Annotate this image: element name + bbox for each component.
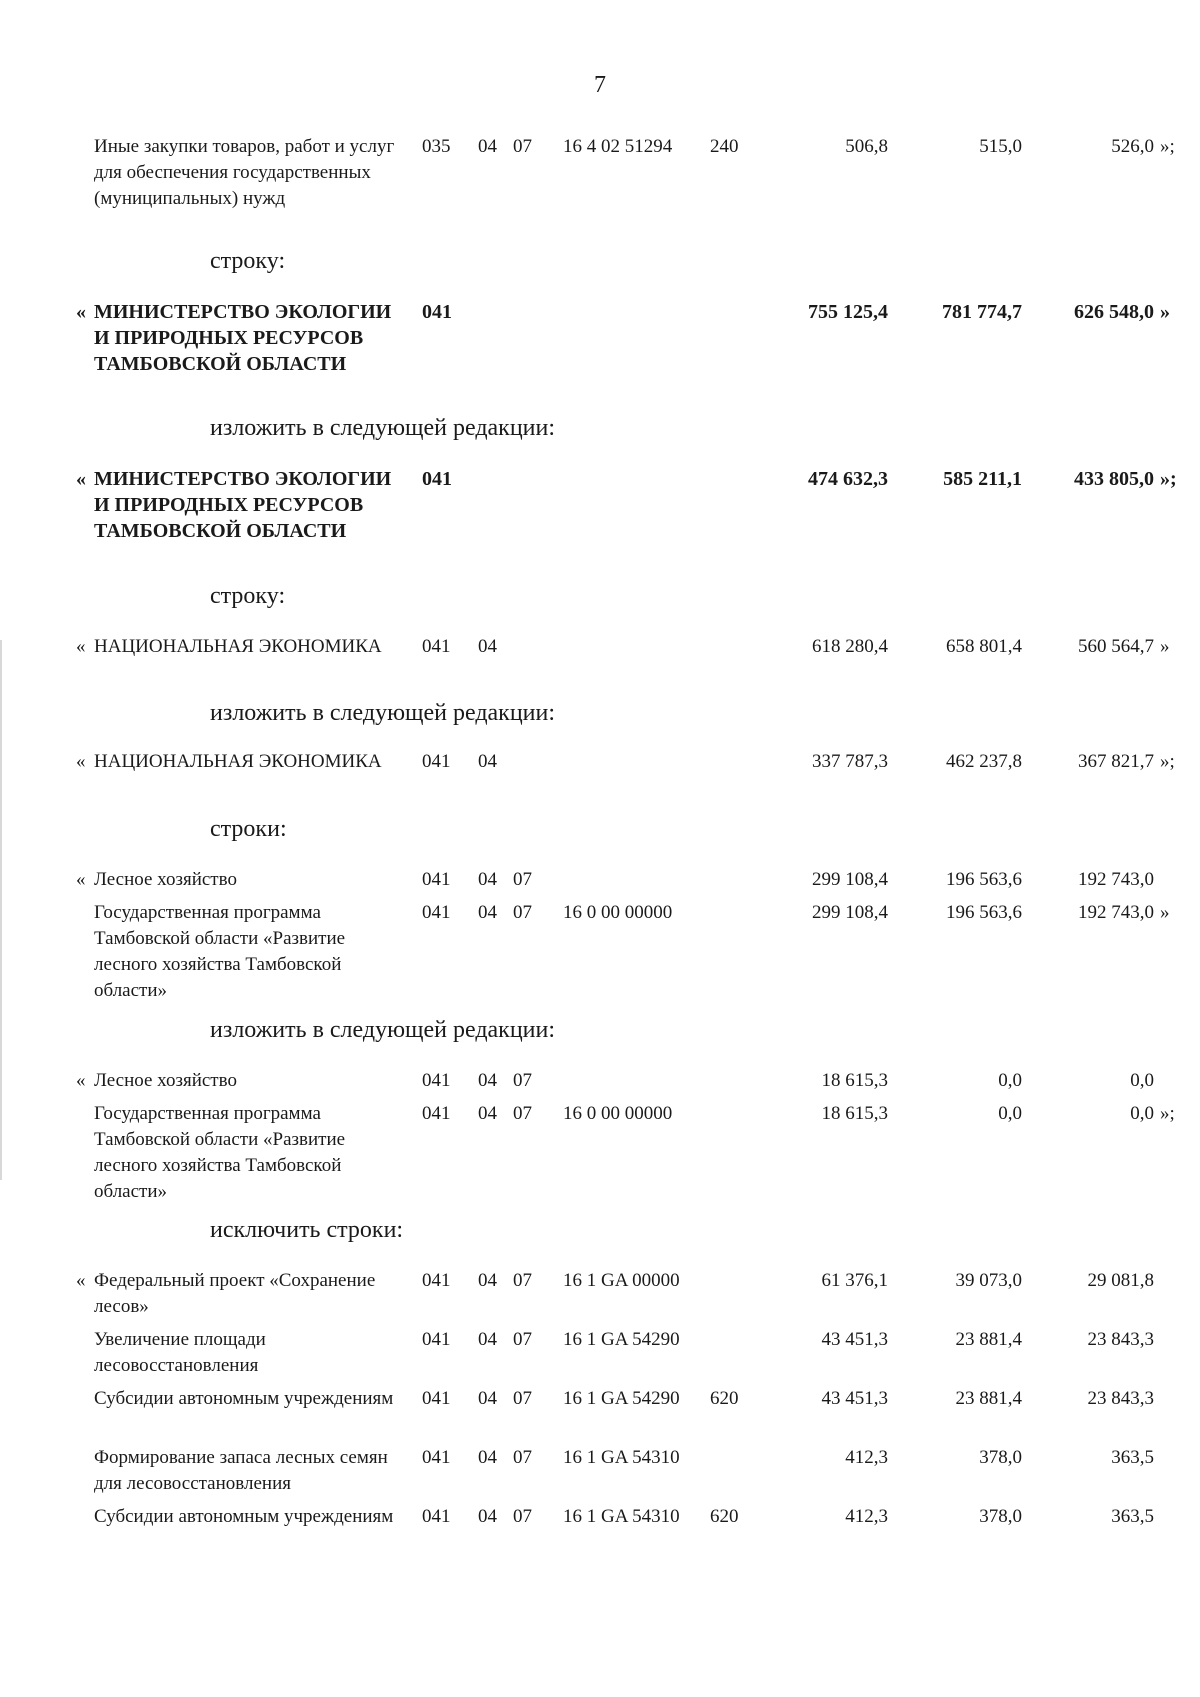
row-value-year-2: 196 563,6 xyxy=(946,869,1022,890)
instruction-text: изложить в следующей редакции: xyxy=(210,1017,556,1043)
row-value-year-1: 299 108,4 xyxy=(812,869,888,890)
instruction-text: изложить в следующей редакции: xyxy=(210,415,556,441)
row-expense-type: 620 xyxy=(710,1388,739,1409)
row-value-year-3: 0,0 xyxy=(1130,1103,1154,1124)
row-target-article: 16 1 GA 54310 xyxy=(563,1506,680,1527)
row-name: Федеральный проект «Сохранение лесов» xyxy=(94,1270,376,1317)
row-open-quote: « xyxy=(76,1070,86,1091)
instruction-text: строки: xyxy=(210,816,287,842)
row-close-quote: »; xyxy=(1160,751,1175,772)
row-value-year-1: 755 125,4 xyxy=(808,301,888,323)
row-subsection-code: 07 xyxy=(513,1270,532,1291)
row-close-quote: »; xyxy=(1160,136,1175,157)
row-ved-code: 035 xyxy=(422,136,451,157)
row-open-quote: « xyxy=(76,636,86,657)
row-value-year-1: 506,8 xyxy=(845,136,888,157)
row-value-year-1: 299 108,4 xyxy=(812,902,888,923)
row-value-year-3: 526,0 xyxy=(1111,136,1154,157)
row-ved-code: 041 xyxy=(422,301,452,323)
row-name: Лесное хозяйство xyxy=(94,1070,237,1091)
row-close-quote: » xyxy=(1160,636,1170,657)
row-ved-code: 041 xyxy=(422,636,451,657)
row-target-article: 16 1 GA 54290 xyxy=(563,1388,680,1409)
row-value-year-3: 363,5 xyxy=(1111,1506,1154,1527)
row-value-year-2: 39 073,0 xyxy=(955,1270,1022,1291)
row-expense-type: 240 xyxy=(710,136,739,157)
row-close-quote: » xyxy=(1160,902,1170,923)
row-subsection-code: 07 xyxy=(513,1506,532,1527)
row-value-year-1: 412,3 xyxy=(845,1447,888,1468)
row-value-year-1: 43 451,3 xyxy=(821,1329,888,1350)
row-ved-code: 041 xyxy=(422,869,451,890)
row-value-year-3: 560 564,7 xyxy=(1078,636,1154,657)
row-ved-code: 041 xyxy=(422,1388,451,1409)
row-section-code: 04 xyxy=(478,1388,497,1409)
row-value-year-1: 18 615,3 xyxy=(821,1103,888,1124)
instruction-text: строку: xyxy=(210,248,286,274)
row-section-code: 04 xyxy=(478,136,497,157)
row-section-code: 04 xyxy=(478,1447,497,1468)
row-open-quote: « xyxy=(76,468,86,490)
row-value-year-2: 378,0 xyxy=(979,1447,1022,1468)
row-name: МИНИСТЕРСТВО ЭКОЛОГИИ И ПРИРОДНЫХ РЕСУРСОВ ТАМБОВСКОЙ ОБЛАСТИ xyxy=(94,468,392,542)
page-number: 7 xyxy=(594,72,606,98)
row-section-code: 04 xyxy=(478,1070,497,1091)
row-section-code: 04 xyxy=(478,1329,497,1350)
row-name: НАЦИОНАЛЬНАЯ ЭКОНОМИКА xyxy=(94,636,382,657)
row-close-quote: »; xyxy=(1160,1103,1175,1124)
row-target-article: 16 1 GA 54310 xyxy=(563,1447,680,1468)
row-value-year-2: 378,0 xyxy=(979,1506,1022,1527)
row-name: МИНИСТЕРСТВО ЭКОЛОГИИ И ПРИРОДНЫХ РЕСУРСОВ ТАМБОВСКОЙ ОБЛАСТИ xyxy=(94,301,392,375)
row-value-year-2: 658 801,4 xyxy=(946,636,1022,657)
row-value-year-3: 433 805,0 xyxy=(1074,468,1154,490)
row-value-year-3: 367 821,7 xyxy=(1078,751,1154,772)
row-close-quote: »; xyxy=(1160,468,1177,490)
row-name: Субсидии автономным учреждениям xyxy=(94,1506,394,1527)
row-section-code: 04 xyxy=(478,751,497,772)
row-ved-code: 041 xyxy=(422,1447,451,1468)
row-value-year-2: 0,0 xyxy=(998,1070,1022,1091)
row-open-quote: « xyxy=(76,869,86,890)
row-open-quote: « xyxy=(76,751,86,772)
row-value-year-2: 196 563,6 xyxy=(946,902,1022,923)
row-value-year-2: 23 881,4 xyxy=(955,1329,1022,1350)
row-value-year-2: 0,0 xyxy=(998,1103,1022,1124)
row-subsection-code: 07 xyxy=(513,1388,532,1409)
row-value-year-1: 412,3 xyxy=(845,1506,888,1527)
instruction-text: исключить строки: xyxy=(210,1217,404,1243)
row-section-code: 04 xyxy=(478,1103,497,1124)
instruction-text: изложить в следующей редакции: xyxy=(210,700,556,726)
row-value-year-2: 781 774,7 xyxy=(942,301,1022,323)
instruction-text: строку: xyxy=(210,583,286,609)
row-section-code: 04 xyxy=(478,869,497,890)
row-name: Иные закупки товаров, работ и услуг для обеспечения государственных (муниципальных) нужд xyxy=(94,136,395,209)
row-value-year-1: 618 280,4 xyxy=(812,636,888,657)
row-expense-type: 620 xyxy=(710,1506,739,1527)
row-value-year-1: 337 787,3 xyxy=(812,751,888,772)
row-subsection-code: 07 xyxy=(513,1329,532,1350)
row-ved-code: 041 xyxy=(422,1103,451,1124)
row-open-quote: « xyxy=(76,1270,86,1291)
row-subsection-code: 07 xyxy=(513,136,532,157)
row-value-year-1: 43 451,3 xyxy=(821,1388,888,1409)
row-subsection-code: 07 xyxy=(513,869,532,890)
row-value-year-3: 29 081,8 xyxy=(1087,1270,1154,1291)
row-section-code: 04 xyxy=(478,1506,497,1527)
row-ved-code: 041 xyxy=(422,751,451,772)
row-name: Лесное хозяйство xyxy=(94,869,237,890)
row-name: Субсидии автономным учреждениям xyxy=(94,1388,394,1409)
row-section-code: 04 xyxy=(478,1270,497,1291)
row-target-article: 16 0 00 00000 xyxy=(563,1103,673,1124)
row-name: Государственная программа Тамбовской области «Развитие лесного хозяйства Тамбовской области» xyxy=(94,1103,346,1202)
row-target-article: 16 4 02 51294 xyxy=(563,136,673,157)
row-ved-code: 041 xyxy=(422,468,452,490)
row-name: Увеличение площади лесовосстановления xyxy=(94,1329,266,1376)
row-ved-code: 041 xyxy=(422,1070,451,1091)
row-value-year-3: 626 548,0 xyxy=(1074,301,1154,323)
row-value-year-3: 192 743,0 xyxy=(1078,902,1154,923)
row-name: Государственная программа Тамбовской области «Развитие лесного хозяйства Тамбовской области» xyxy=(94,902,346,1001)
row-subsection-code: 07 xyxy=(513,1103,532,1124)
row-value-year-1: 474 632,3 xyxy=(808,468,888,490)
row-value-year-2: 23 881,4 xyxy=(955,1388,1022,1409)
row-value-year-2: 585 211,1 xyxy=(943,468,1022,490)
row-target-article: 16 0 00 00000 xyxy=(563,902,673,923)
row-value-year-1: 18 615,3 xyxy=(821,1070,888,1091)
row-value-year-3: 363,5 xyxy=(1111,1447,1154,1468)
row-name: НАЦИОНАЛЬНАЯ ЭКОНОМИКА xyxy=(94,751,382,772)
row-value-year-1: 61 376,1 xyxy=(821,1270,888,1291)
row-ved-code: 041 xyxy=(422,1506,451,1527)
row-value-year-3: 192 743,0 xyxy=(1078,869,1154,890)
row-subsection-code: 07 xyxy=(513,1070,532,1091)
row-section-code: 04 xyxy=(478,902,497,923)
scan-margin-line xyxy=(0,640,2,1180)
row-target-article: 16 1 GA 00000 xyxy=(563,1270,680,1291)
row-ved-code: 041 xyxy=(422,902,451,923)
row-ved-code: 041 xyxy=(422,1329,451,1350)
row-open-quote: « xyxy=(76,301,86,323)
row-value-year-3: 23 843,3 xyxy=(1087,1329,1154,1350)
row-ved-code: 041 xyxy=(422,1270,451,1291)
row-subsection-code: 07 xyxy=(513,1447,532,1468)
row-close-quote: » xyxy=(1160,301,1170,323)
row-value-year-2: 515,0 xyxy=(979,136,1022,157)
row-value-year-2: 462 237,8 xyxy=(946,751,1022,772)
row-subsection-code: 07 xyxy=(513,902,532,923)
row-value-year-3: 23 843,3 xyxy=(1087,1388,1154,1409)
row-value-year-3: 0,0 xyxy=(1130,1070,1154,1091)
row-name: Формирование запаса лесных семян для лесовосстановления xyxy=(94,1447,388,1494)
row-target-article: 16 1 GA 54290 xyxy=(563,1329,680,1350)
row-section-code: 04 xyxy=(478,636,497,657)
